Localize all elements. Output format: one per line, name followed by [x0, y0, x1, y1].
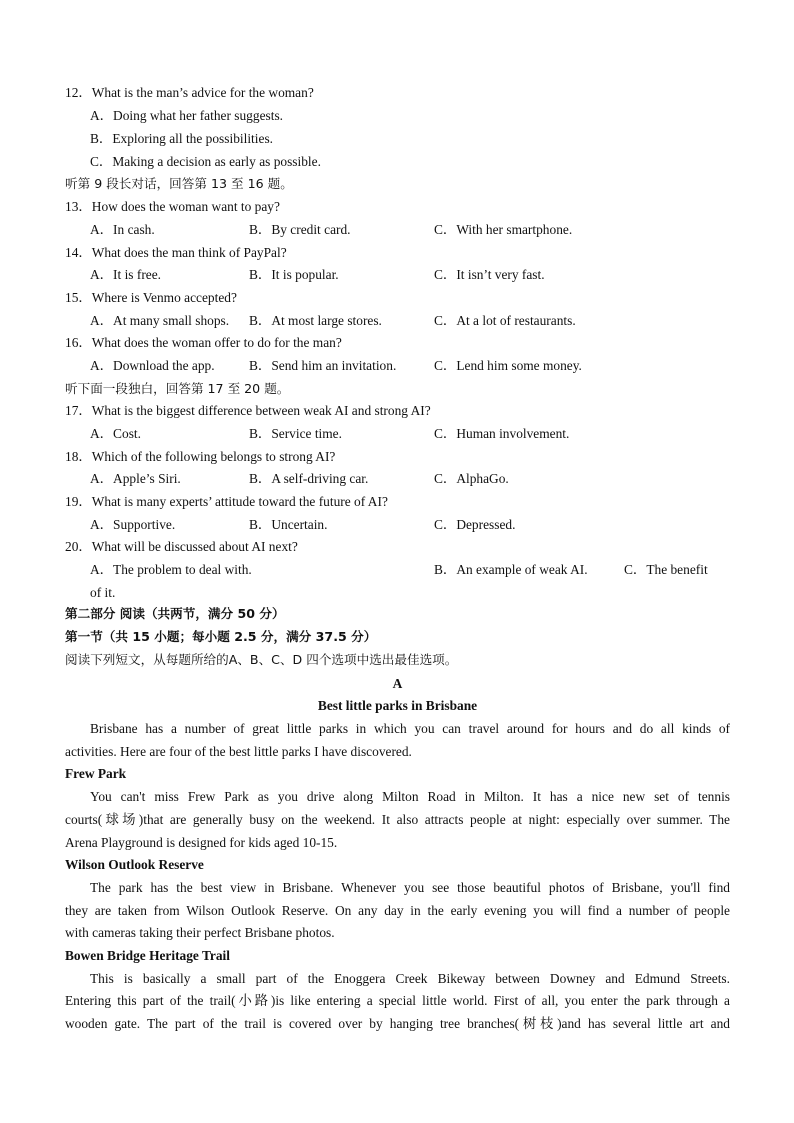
- frew-park-heading: Frew Park: [65, 766, 127, 781]
- bowen-trail-line-2: Entering this part of the trail(小路)is like entering a special little world. First of all, you enter the park through a: [65, 993, 730, 1008]
- question-14-options: [65, 266, 730, 284]
- question-20-option-b: B．An example of weak AI.: [434, 562, 588, 577]
- question-18-options: [65, 470, 730, 488]
- question-17-option-c: C．Human involvement.: [434, 426, 570, 441]
- intro-line-1: Brisbane has a number of great little parks in which you can travel around for hours and do all kinds of: [90, 721, 730, 736]
- question-17-option-b: B．Service time.: [249, 426, 342, 441]
- question-19-options: [65, 516, 730, 534]
- question-12-option-a: A．Doing what her father suggests.: [90, 108, 284, 123]
- question-18-option-a: A．Apple’s Siri.: [90, 471, 181, 486]
- question-20-option-a: A．The problem to deal with.: [90, 562, 252, 577]
- question-18-option-b: B．A self-driving car.: [249, 471, 369, 486]
- section-one-title: 第一节（共 15 小题；每小题 2.5 分，满分 37.5 分）: [65, 629, 377, 644]
- bowen-trail-heading: Bowen Bridge Heritage Trail: [65, 948, 231, 963]
- question-13-option-c: C．With her smartphone.: [434, 222, 573, 237]
- question-17-option-a: A．Cost.: [90, 426, 141, 441]
- question-16-option-b: B．Send him an invitation.: [249, 358, 397, 373]
- question-12-stem: 12．What is the man’s advice for the woman?: [65, 85, 314, 100]
- question-14-option-a: A．It is free.: [90, 267, 162, 282]
- bowen-trail-line-1: This is basically a small part of the Enoggera Creek Bikeway between Downey and Edmund Streets.: [90, 971, 730, 986]
- question-12-option-c: C．Making a decision as early as possible.: [90, 154, 321, 169]
- question-13-option-b: B．By credit card.: [249, 222, 351, 237]
- reading-instruction: 阅读下列短文，从每题所给的A、B、C、D 四个选项中选出最佳选项。: [65, 652, 458, 667]
- bowen-trail-line-3: wooden gate. The part of the trail is covered over by hanging tree branches(树枝)and has several little art and: [65, 1016, 730, 1031]
- frew-park-line-3: Arena Playground is designed for kids aged 10-15.: [65, 835, 338, 850]
- question-20-option-c-continued: of it.: [90, 585, 116, 600]
- question-20-option-c: C．The benefit: [624, 562, 708, 577]
- question-20-stem: 20．What will be discussed about AI next?: [65, 539, 298, 554]
- section-9-instruction: 听第 9 段长对话，回答第 13 至 16 题。: [65, 176, 293, 191]
- part-two-title: 第二部分 阅读（共两节，满分 50 分）: [65, 606, 285, 621]
- wilson-reserve-line-1: The park has the best view in Brisbane. Whenever you see those beautiful photos of Brisbane, you'll find: [90, 880, 730, 895]
- passage-title: Best little parks in Brisbane: [317, 698, 478, 713]
- question-13-stem: 13．How does the woman want to pay?: [65, 199, 280, 214]
- question-12-option-b: B．Exploring all the possibilities.: [90, 131, 273, 146]
- question-17-stem: 17．What is the biggest difference between weak AI and strong AI?: [65, 403, 431, 418]
- question-14-stem: 14．What does the man think of PayPal?: [65, 245, 287, 260]
- passage-label: A: [392, 676, 403, 691]
- question-13-option-a: A．In cash.: [90, 222, 155, 237]
- frew-park-line-1: You can't miss Frew Park as you drive along Milton Road in Milton. It has a nice new set of tennis: [90, 789, 730, 804]
- question-15-stem: 15．Where is Venmo accepted?: [65, 290, 237, 305]
- wilson-reserve-heading: Wilson Outlook Reserve: [65, 857, 204, 872]
- question-20-options: [65, 561, 730, 579]
- wilson-reserve-line-3: with cameras taking their perfect Brisbane photos.: [65, 925, 335, 940]
- question-16-option-c: C．Lend him some money.: [434, 358, 582, 373]
- question-16-stem: 16．What does the woman offer to do for the man?: [65, 335, 342, 350]
- question-18-stem: 18．Which of the following belongs to strong AI?: [65, 449, 336, 464]
- question-19-option-c: C．Depressed.: [434, 517, 516, 532]
- question-17-options: [65, 425, 730, 443]
- question-19-option-b: B．Uncertain.: [249, 517, 328, 532]
- monologue-instruction: 听下面一段独白，回答第 17 至 20 题。: [65, 381, 290, 396]
- frew-park-line-2: courts(球场)that are generally busy on the weekend. It also attracts people at night: especially over summer. The: [65, 812, 730, 827]
- question-16-option-a: A．Download the app.: [90, 358, 215, 373]
- question-18-option-c: C．AlphaGo.: [434, 471, 509, 486]
- intro-line-2: activities. Here are four of the best little parks I have discovered.: [65, 744, 412, 759]
- question-15-options: [65, 312, 730, 330]
- question-19-option-a: A．Supportive.: [90, 517, 176, 532]
- question-14-option-b: B．It is popular.: [249, 267, 339, 282]
- wilson-reserve-line-2: they are taken from Wilson Outlook Reserve. On any day in the early evening you will find a number of people: [65, 903, 730, 918]
- question-15-option-c: C．At a lot of restaurants.: [434, 313, 576, 328]
- question-19-stem: 19．What is many experts’ attitude toward the future of AI?: [65, 494, 388, 509]
- question-14-option-c: C．It isn’t very fast.: [434, 267, 545, 282]
- question-15-option-a: A．At many small shops.: [90, 313, 230, 328]
- question-13-options: [65, 221, 730, 239]
- question-15-option-b: B．At most large stores.: [249, 313, 382, 328]
- question-16-options: [65, 357, 730, 375]
